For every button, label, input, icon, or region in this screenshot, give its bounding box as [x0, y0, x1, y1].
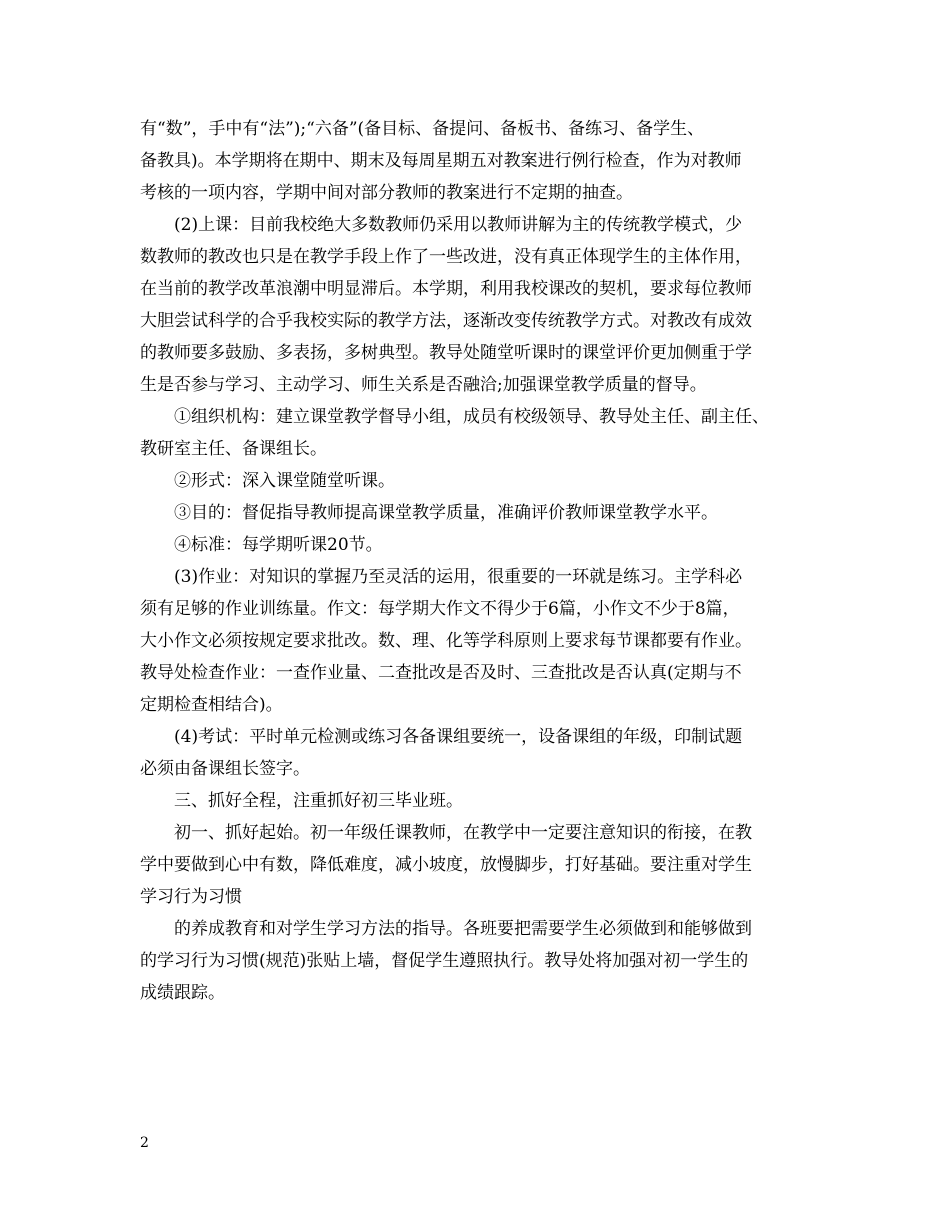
text-line: (2)上课：目前我校绝大多数教师仍采用以教师讲解为主的传统教学模式，少: [174, 215, 743, 235]
text-line: 三、抓好全程，注重抓好初三毕业班。: [174, 791, 463, 811]
text-line: 定期检查相结合)。: [140, 695, 283, 715]
text-line: ②形式：深入课堂随堂听课。: [174, 471, 395, 491]
text-line: 初一、抓好起始。初一年级任课教师，在教学中一定要注意知识的衔接，在教: [174, 823, 752, 843]
page-number: 2: [140, 1135, 149, 1151]
text-line: ③目的：督促指导教师提高课堂教学质量，准确评价教师课堂教学水平。: [174, 503, 718, 523]
text-line: 必须由备课组长签字。: [140, 759, 310, 779]
text-line: ①组织机构：建立课堂教学督导小组，成员有校级领导、教导处主任、副主任、: [174, 407, 769, 427]
text-line: 须有足够的作业训练量。作文：每学期大作文不得少于6篇，小作文不少于8篇，: [140, 599, 740, 619]
text-line: 的养成教育和对学生学习方法的指导。各班要把需要学生必须做到和能够做到: [174, 919, 752, 939]
text-line: 备教具)。本学期将在期中、期末及每周星期五对教案进行例行检查，作为对教师: [140, 151, 742, 171]
text-line: 成绩跟踪。: [140, 983, 225, 1003]
document-body: [140, 113, 830, 1009]
text-line: 有“数”，手中有“法”);“六备”(备目标、备提问、备板书、备练习、备学生、: [140, 119, 705, 139]
text-line: (3)作业：对知识的掌握乃至灵活的运用，很重要的一环就是练习。主学科必: [174, 567, 743, 587]
text-line: 的教师要多鼓励、多表扬，多树典型。教导处随堂听课时的课堂评价更加侧重于学: [140, 343, 752, 363]
text-line: 学习行为习惯: [140, 887, 242, 907]
text-line: (4)考试：平时单元检测或练习各备课组要统一，设备课组的年级，印制试题: [174, 727, 743, 747]
text-line: ④标准：每学期听课20节。: [174, 535, 383, 555]
text-line: 教导处检查作业：一查作业量、二查批改是否及时、三查批改是否认真(定期与不: [140, 663, 742, 683]
text-line: 大小作文必须按规定要求批改。数、理、化等学科原则上要求每节课都要有作业。: [140, 631, 752, 651]
text-line: 教研室主任、备课组长。: [140, 439, 327, 459]
text-line: 大胆尝试科学的合乎我校实际的教学方法，逐渐改变传统教学方式。对教改有成效: [140, 311, 752, 331]
text-line: 在当前的教学改革浪潮中明显滞后。本学期，利用我校课改的契机，要求每位教师: [140, 279, 752, 299]
text-line: 数教师的教改也只是在教学手段上作了一些改进，没有真正体现学生的主体作用，: [140, 247, 752, 267]
text-line: 学中要做到心中有数，降低难度，减小坡度，放慢脚步，打好基础。要注重对学生: [140, 855, 752, 875]
text-line: 生是否参与学习、主动学习、师生关系是否融洽;加强课堂教学质量的督导。: [140, 375, 707, 395]
text-line: 的学习行为习惯(规范)张贴上墙，督促学生遵照执行。教导处将加强对初一学生的: [140, 951, 749, 971]
text-line: 考核的一项内容，学期中间对部分教师的教案进行不定期的抽查。: [140, 183, 633, 203]
